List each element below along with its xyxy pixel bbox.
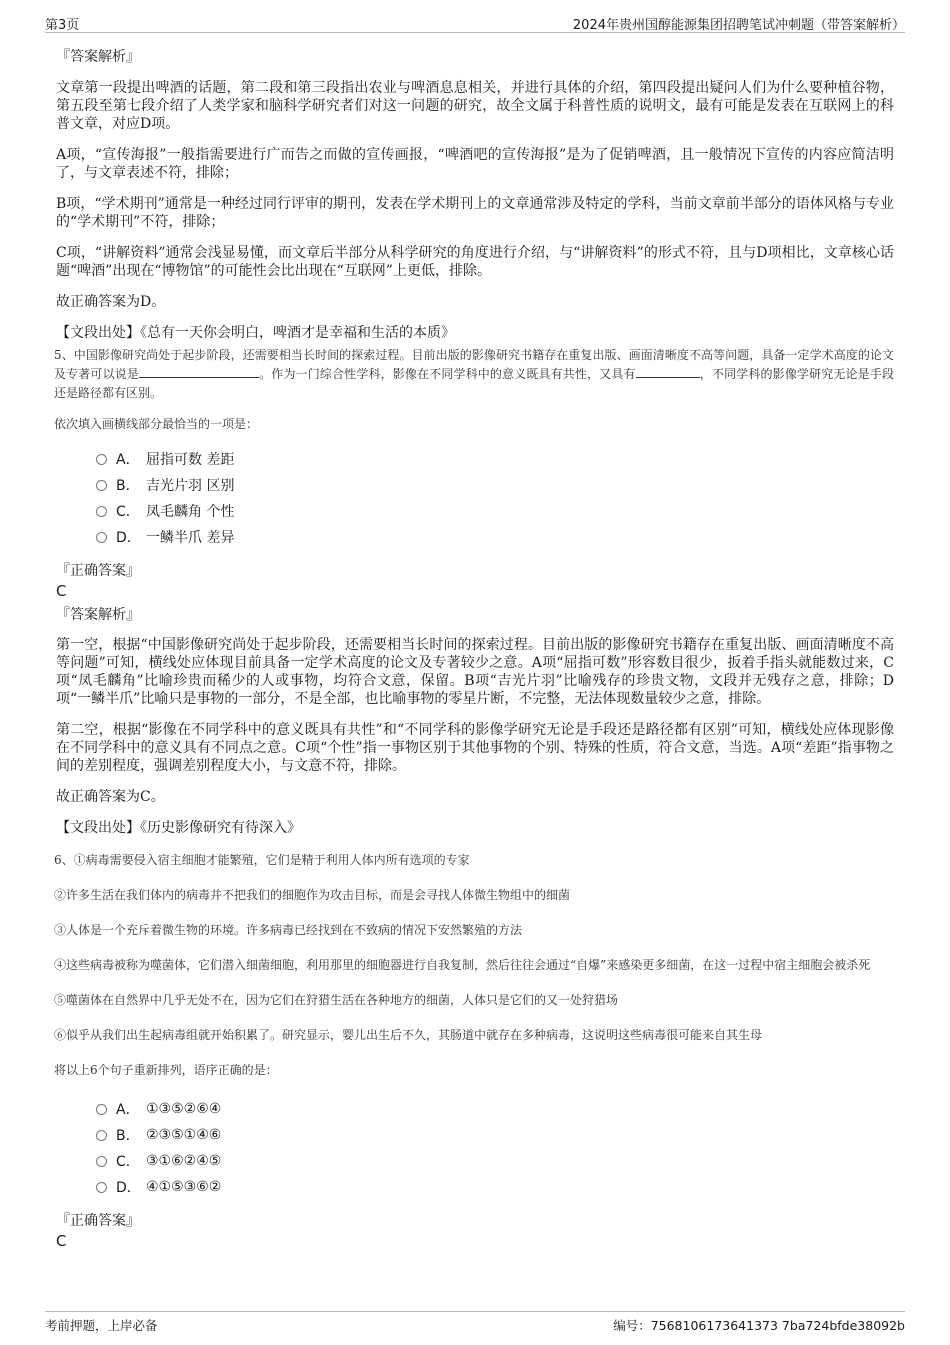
correct-answer-label: 『正确答案』 [56,1213,140,1229]
radio-icon[interactable] [96,1104,107,1115]
passage-source: 【文段出处】《总有一天你会明白，啤酒才是幸福和生活的本质》 [56,325,455,341]
analysis-label: 『答案解析』 [56,49,140,65]
analysis-paragraph: 第二空，根据“影像在不同学科中的意义既具有共性”和“不同学科的影像学研究无论是手段还是路径都有区别”可知，横线处应体现影像在不同学科中的意义具有不同点之意。C项“个性”指一事物区别于其他事物的个别、特殊的性质，符合文意，当选。A项“差距”指事物之间的差别程度，强调差别程度大小，与文意不符，排除。 [56,722,894,774]
analysis-paragraph: C项，“讲解资料”通常会浅显易懂，而文章后半部分从科学研究的角度进行介绍，与“讲解资料”的形式不符，且与D项相比，文章核心话题“啤酒”出现在“博物馆”的可能性会比出现在“互联网”上更低，排除。 [56,245,894,279]
correct-answer: C [56,582,67,600]
analysis-paragraph: 文章第一段提出啤酒的话题，第二段和第三段指出农业与啤酒息息相关，并进行具体的介绍，第四段提出疑问人们为什么要种植谷物，第五段至第七段介绍了人类学家和脑科学研究者们对这一问题的研究，故全文属于科普性质的说明文，最有可能是发表在互联网上的科普文章，对应D项。 [56,80,894,132]
correct-answer-label: 『正确答案』 [56,563,140,579]
radio-icon[interactable] [96,506,107,517]
question-6-sentence: ②许多生活在我们体内的病毒并不把我们的细胞作为攻击目标，而是会寻找人体微生物组中的细菌 [54,888,571,902]
question-6-sentence: ⑥似乎从我们出生起病毒组就开始积累了。研究显示，婴儿出生后不久，其肠道中就存在多种病毒，这说明这些病毒很可能来自其生母 [54,1028,763,1042]
page-header [45,12,905,33]
main-content [56,46,894,1254]
radio-icon[interactable] [96,532,107,543]
fill-blank [139,365,259,378]
option-a[interactable]: A． ①③⑤②⑥④ [96,1096,894,1122]
radio-icon[interactable] [96,1156,107,1167]
analysis-paragraph: 第一空，根据“中国影像研究尚处于起步阶段，还需要相当长时间的探索过程。目前出版的影像研究书籍存在重复出版、画面清晰度不高等问题”可知，横线处应体现目前具备一定学术高度的论文及专著较少之意。A项“屈指可数”形容数目很少，扳着手指头就能数过来，C项“凤毛麟角”比喻珍贵而稀少的人或事物，均符合文意，保留。B项“吉光片羽”比喻残存的珍贵文物，文段并无残存之意，排除；D项“一鳞半爪”比喻只是事物的一部分，不是全部，也比喻事物的零星片断，不完整，无法体现数量较少之意，排除。 [56,637,894,707]
radio-icon[interactable] [96,1182,107,1193]
analysis-label: 『答案解析』 [56,607,140,623]
option-c[interactable]: C． ③①⑥②④⑤ [96,1148,894,1174]
page-number: 第3页 [45,18,80,33]
analysis-paragraph: B项，“学术期刊”通常是一种经过同行评审的期刊，发表在学术期刊上的文章通常涉及特定的学科，当前文章前半部分的语体风格与专业的“学术期刊”不符，排除； [56,196,894,230]
fill-blank [636,365,700,378]
question-6-options [96,1096,894,1200]
analysis-paragraph: A项，“宣传海报”一般指需要进行广而告之而做的宣传画报，“啤酒吧的宣传海报”是为了促销啤酒，且一般情况下宣传的内容应简洁明了，与文章表述不符，排除； [56,147,894,181]
radio-icon[interactable] [96,1130,107,1141]
option-c[interactable]: C． 凤毛麟角 个性 [96,498,894,524]
question-6-sentence: 6、①病毒需要侵入宿主细胞才能繁殖，它们是精于利用人体内所有选项的专家 [54,853,470,867]
question-5-prompt: 依次填入画横线部分最恰当的一项是： [54,417,259,431]
question-6-sentence: ③人体是一个充斥着微生物的环境。许多病毒已经找到在不致病的情况下安然繁殖的方法 [54,923,523,937]
page-footer [45,1311,905,1334]
question-6-sentence: ④这些病毒被称为噬菌体，它们潜入细菌细胞，利用那里的细胞器进行自我复制，然后往往会通过“自爆”来感染更多细菌，在这一过程中宿主细胞会被杀死 [54,958,871,972]
question-5-text: 5、中国影像研究尚处于起步阶段，还需要相当长时间的探索过程。目前出版的影像研究书籍存在重复出版、画面清晰度不高等问题，具备一定学术高度的论文及专著可以说是 。作为一门综合性学科，影像在不同学科中的意义既具有共性，又具有 ，不同学科的影像学研究无论是手段还是路径都有区别。 [54,348,894,400]
question-6-prompt: 将以上6个句子重新排列，语序正确的是： [54,1063,278,1077]
radio-icon[interactable] [96,454,107,465]
option-d[interactable]: D． ④①⑤③⑥② [96,1174,894,1200]
footer-slogan: 考前押题，上岸必备 [45,1318,158,1333]
option-a[interactable]: A． 屈指可数 差距 [96,446,894,472]
passage-source: 【文段出处】《历史影像研究有待深入》 [56,820,301,836]
document-code: 编号：7568106173641373 7ba724bfde38092b [613,1318,905,1333]
document-title: 2024年贵州国醇能源集团招聘笔试冲刺题（带答案解析） [572,18,905,33]
radio-icon[interactable] [96,480,107,491]
correct-answer: C [56,1232,67,1250]
analysis-conclusion: 故正确答案为D。 [56,294,166,310]
option-b[interactable]: B． 吉光片羽 区别 [96,472,894,498]
question-5-options [96,446,894,550]
analysis-conclusion: 故正确答案为C。 [56,789,165,805]
option-b[interactable]: B． ②③⑤①④⑥ [96,1122,894,1148]
question-6-sentence: ⑤噬菌体在自然界中几乎无处不在，因为它们在狩猎生活在各种地方的细菌，人体只是它们的又一处狩猎场 [54,993,619,1007]
option-d[interactable]: D． 一鳞半爪 差异 [96,524,894,550]
